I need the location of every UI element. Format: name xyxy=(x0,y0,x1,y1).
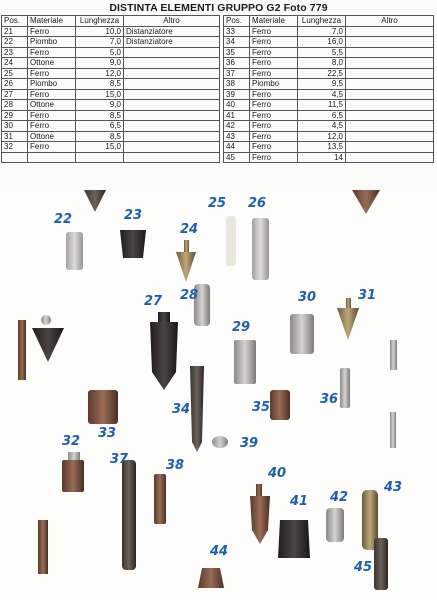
cell-materiale: Ottone xyxy=(28,58,76,69)
label-42: 42 xyxy=(330,490,349,505)
cell-pos: 41 xyxy=(224,110,250,121)
cell-lunghezza xyxy=(76,152,124,163)
elements-table-left xyxy=(1,15,220,163)
cell-materiale: Ferro xyxy=(28,47,76,58)
cell-lunghezza: 7,0 xyxy=(298,26,346,37)
cell-lunghezza: 5,5 xyxy=(298,47,346,58)
document-title: DISTINTA ELEMENTI GRUPPO G2 Foto 779 xyxy=(109,2,328,14)
cell-pos: 30 xyxy=(2,121,28,132)
cell-altro xyxy=(124,152,220,163)
cell-pos: 42 xyxy=(224,121,250,132)
cell-lunghezza: 8,0 xyxy=(298,58,346,69)
cell-lunghezza: 10,0 xyxy=(76,26,124,37)
artifact-36 xyxy=(340,368,350,408)
artifact-38 xyxy=(154,474,166,524)
cell-pos: 26 xyxy=(2,79,28,90)
cell-materiale: Piombo xyxy=(28,79,76,90)
cell-pos xyxy=(2,152,28,163)
cell-altro xyxy=(124,58,220,69)
cell-pos: 27 xyxy=(2,89,28,100)
label-25: 25 xyxy=(208,196,227,211)
label-27: 27 xyxy=(144,294,163,309)
cell-pos: 43 xyxy=(224,131,250,142)
cell-pos: 23 xyxy=(2,47,28,58)
cell-altro xyxy=(346,68,434,79)
cell-pos: 45 xyxy=(224,152,250,163)
label-26: 26 xyxy=(248,196,267,211)
cell-pos: 28 xyxy=(2,100,28,111)
cell-altro xyxy=(124,47,220,58)
cell-altro xyxy=(346,142,434,153)
cell-altro xyxy=(124,100,220,111)
cell-materiale: Piombo xyxy=(28,37,76,48)
table-row xyxy=(2,47,220,58)
cell-pos: 29 xyxy=(2,110,28,121)
header-materiale: Materiale xyxy=(28,16,76,27)
cell-lunghezza: 16,0 xyxy=(298,37,346,48)
cell-pos: 34 xyxy=(224,37,250,48)
cell-altro xyxy=(124,68,220,79)
cell-pos: 21 xyxy=(2,26,28,37)
cell-materiale: Ferro xyxy=(250,47,298,58)
cell-pos: 39 xyxy=(224,89,250,100)
artifact-34 xyxy=(190,366,204,452)
cell-altro: Distanziatore xyxy=(124,37,220,48)
cell-pos: 33 xyxy=(224,26,250,37)
table-row xyxy=(2,142,220,153)
header-pos: Pos. xyxy=(2,16,28,27)
cell-materiale: Ferro xyxy=(28,142,76,153)
header-altro: Altro xyxy=(124,16,220,27)
cell-altro xyxy=(346,121,434,132)
artifact-35 xyxy=(270,390,290,420)
cell-materiale: Ottone xyxy=(28,131,76,142)
table-row xyxy=(224,152,434,163)
label-24: 24 xyxy=(180,222,199,237)
label-32: 32 xyxy=(62,434,81,449)
cell-altro xyxy=(346,47,434,58)
cell-altro xyxy=(346,37,434,48)
table-row xyxy=(224,37,434,48)
cell-lunghezza: 6,5 xyxy=(298,110,346,121)
cell-lunghezza: 4,5 xyxy=(298,121,346,132)
table-row xyxy=(2,110,220,121)
artifact-41 xyxy=(278,520,310,558)
cell-lunghezza: 12,0 xyxy=(298,131,346,142)
artifact-edge-right-1 xyxy=(390,340,397,370)
table-row xyxy=(224,142,434,153)
artifact-45 xyxy=(374,538,388,590)
cell-lunghezza: 22,5 xyxy=(298,68,346,79)
cell-pos: 40 xyxy=(224,100,250,111)
cell-materiale: Ferro xyxy=(250,58,298,69)
artifact-22 xyxy=(66,232,83,270)
cell-lunghezza: 9,0 xyxy=(76,58,124,69)
cell-lunghezza: 15,0 xyxy=(76,142,124,153)
label-39: 39 xyxy=(240,436,259,451)
cell-materiale: Ferro xyxy=(28,68,76,79)
cell-altro xyxy=(346,89,434,100)
table-row xyxy=(224,79,434,90)
artifact-25 xyxy=(226,216,236,266)
cell-pos: 37 xyxy=(224,68,250,79)
cell-lunghezza: 9,5 xyxy=(298,79,346,90)
cell-altro: Distanziatore xyxy=(124,26,220,37)
artifact-44 xyxy=(198,568,224,588)
cell-altro xyxy=(124,79,220,90)
cell-altro xyxy=(346,131,434,142)
header-lunghezza: Lunghezza xyxy=(298,16,346,27)
artifact-30 xyxy=(290,314,314,354)
label-28: 28 xyxy=(180,288,199,303)
artifact-37 xyxy=(122,460,136,570)
cell-altro xyxy=(346,26,434,37)
label-44: 44 xyxy=(210,544,229,559)
table-row xyxy=(2,58,220,69)
cell-pos: 44 xyxy=(224,142,250,153)
elements-table-right xyxy=(223,15,434,163)
cell-altro xyxy=(346,79,434,90)
cell-pos: 38 xyxy=(224,79,250,90)
cell-materiale: Ferro xyxy=(250,100,298,111)
label-23: 23 xyxy=(124,208,143,223)
label-40: 40 xyxy=(268,466,287,481)
table-row xyxy=(2,26,220,37)
cell-materiale: Ferro xyxy=(28,110,76,121)
cell-materiale: Ottone xyxy=(28,100,76,111)
cell-lunghezza: 11,5 xyxy=(298,100,346,111)
cell-materiale: Ferro xyxy=(250,37,298,48)
label-31: 31 xyxy=(358,288,377,303)
cell-pos: 31 xyxy=(2,131,28,142)
cell-altro xyxy=(124,131,220,142)
table-row xyxy=(2,100,220,111)
table-row xyxy=(2,89,220,100)
cell-lunghezza: 6,5 xyxy=(76,121,124,132)
cell-materiale: Ferro xyxy=(28,121,76,132)
cell-materiale: Ferro xyxy=(250,152,298,163)
cell-materiale: Ferro xyxy=(250,131,298,142)
artifact-33 xyxy=(88,390,118,424)
header-altro: Altro xyxy=(346,16,434,27)
label-30: 30 xyxy=(298,290,317,305)
cell-pos: 22 xyxy=(2,37,28,48)
cell-lunghezza: 9,0 xyxy=(76,100,124,111)
cell-pos: 36 xyxy=(224,58,250,69)
cell-pos: 35 xyxy=(224,47,250,58)
cell-altro xyxy=(346,110,434,121)
cell-altro xyxy=(124,110,220,121)
cell-materiale: Ferro xyxy=(250,89,298,100)
cell-pos: 25 xyxy=(2,68,28,79)
label-43: 43 xyxy=(384,480,403,495)
artifact-23 xyxy=(120,230,146,258)
table-row xyxy=(224,47,434,58)
cell-lunghezza: 5,0 xyxy=(76,47,124,58)
cell-lunghezza: 14 xyxy=(298,152,346,163)
cell-materiale: Ferro xyxy=(28,89,76,100)
cell-lunghezza: 8,5 xyxy=(76,110,124,121)
table-row xyxy=(224,58,434,69)
label-41: 41 xyxy=(290,494,309,509)
table-row xyxy=(224,100,434,111)
artifact-26 xyxy=(252,218,269,280)
cell-lunghezza: 13,5 xyxy=(298,142,346,153)
cell-materiale: Ferro xyxy=(250,142,298,153)
table-row xyxy=(2,152,220,163)
cell-materiale: Ferro xyxy=(250,110,298,121)
table-row xyxy=(2,79,220,90)
cell-altro xyxy=(124,89,220,100)
artifact-29 xyxy=(234,340,256,384)
label-35: 35 xyxy=(252,400,271,415)
artifact-edge-left-bottom xyxy=(38,520,48,574)
cell-pos: 24 xyxy=(2,58,28,69)
cell-materiale xyxy=(28,152,76,163)
table-row xyxy=(2,37,220,48)
cell-materiale: Ferro xyxy=(250,68,298,79)
cell-materiale: Ferro xyxy=(250,121,298,132)
label-22: 22 xyxy=(54,212,73,227)
label-34: 34 xyxy=(172,402,191,417)
header-pos: Pos. xyxy=(224,16,250,27)
artifacts-photo xyxy=(0,190,437,600)
header-lunghezza: Lunghezza xyxy=(76,16,124,27)
cell-lunghezza: 8,5 xyxy=(76,131,124,142)
artifact-edge-right-2 xyxy=(390,412,396,448)
cell-lunghezza: 4,5 xyxy=(298,89,346,100)
artifact-42 xyxy=(326,508,344,542)
table-row xyxy=(224,89,434,100)
label-29: 29 xyxy=(232,320,251,335)
cell-materiale: Ferro xyxy=(250,26,298,37)
label-38: 38 xyxy=(166,458,185,473)
cell-lunghezza: 8,5 xyxy=(76,79,124,90)
table-row xyxy=(2,131,220,142)
cell-altro xyxy=(346,152,434,163)
label-36: 36 xyxy=(320,392,339,407)
label-45: 45 xyxy=(354,560,373,575)
cell-altro xyxy=(346,100,434,111)
artifact-edge-left xyxy=(18,320,26,380)
cell-pos: 32 xyxy=(2,142,28,153)
cell-lunghezza: 12,0 xyxy=(76,68,124,79)
cell-materiale: Ferro xyxy=(28,26,76,37)
cell-altro xyxy=(124,142,220,153)
label-37: 37 xyxy=(110,452,129,467)
table-row xyxy=(2,121,220,132)
label-33: 33 xyxy=(98,426,117,441)
cell-altro xyxy=(346,58,434,69)
cell-lunghezza: 15,0 xyxy=(76,89,124,100)
table-row xyxy=(224,26,434,37)
table-row xyxy=(224,110,434,121)
cell-lunghezza: 7,0 xyxy=(76,37,124,48)
table-row xyxy=(224,121,434,132)
header-materiale: Materiale xyxy=(250,16,298,27)
table-row xyxy=(2,68,220,79)
cell-materiale: Piombo xyxy=(250,79,298,90)
artifact-39 xyxy=(212,436,228,448)
table-row xyxy=(224,131,434,142)
table-row xyxy=(224,68,434,79)
cell-altro xyxy=(124,121,220,132)
